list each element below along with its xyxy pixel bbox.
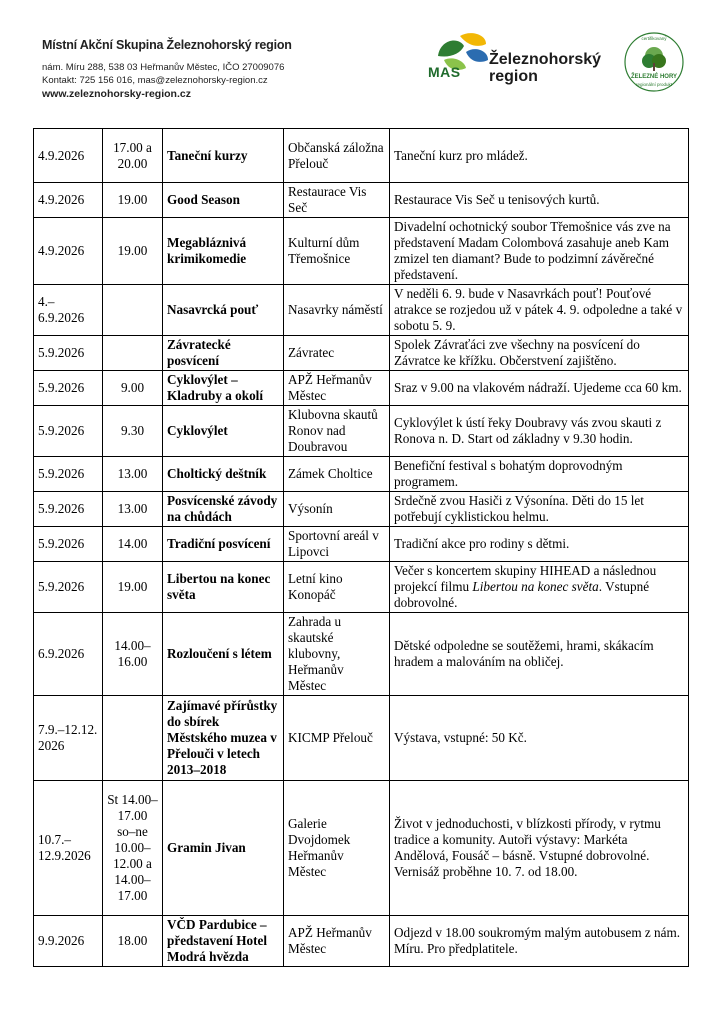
logo-title-line2: region [489, 68, 538, 85]
event-time: 13.00 [103, 457, 163, 492]
event-time: 19.00 [103, 562, 163, 613]
desc-part: Večer s koncertem skupiny HIHEAD a následnou projekcí filmu [394, 563, 657, 594]
org-name: Místní Akční Skupina Železnohorský region [42, 38, 292, 52]
event-time: 13.00 [103, 492, 163, 527]
seal-top-text: certifikovaný [641, 36, 667, 41]
event-place: Zámek Choltice [284, 457, 390, 492]
event-time [103, 696, 163, 781]
event-time: 14.00 [103, 527, 163, 562]
event-date: 5.9.2026 [34, 406, 103, 457]
event-date: 5.9.2026 [34, 492, 103, 527]
logo-title [489, 51, 601, 85]
event-name: Cyklovýlet – Kladruby a okolí [163, 371, 284, 406]
event-place: Galerie Dvojdomek Heřmanův Městec [284, 781, 390, 916]
event-description: Výstava, vstupné: 50 Kč. [390, 696, 689, 781]
table-row [34, 613, 689, 696]
table-row [34, 336, 689, 371]
table-row [34, 371, 689, 406]
event-description: Spolek Závraťáci zve všechny na posvícení do Závratce ke křížku. Občerstvení zajištěno. [390, 336, 689, 371]
event-name: Taneční kurzy [163, 129, 284, 183]
org-website[interactable]: www.zeleznohorsky-region.cz [42, 88, 191, 100]
table-row [34, 492, 689, 527]
event-date: 5.9.2026 [34, 562, 103, 613]
desc-part: . Vstupné dobrovolné. [394, 579, 650, 610]
event-time [103, 336, 163, 371]
event-name: Choltický deštník [163, 457, 284, 492]
event-name: Megabláznivá krimikomedie [163, 218, 284, 285]
event-date: 6.9.2026 [34, 613, 103, 696]
org-contact: Kontakt: 725 156 016, mas@zeleznohorsky-region.cz [42, 75, 268, 86]
seal-text: ŽELEZNÉ HORY [630, 74, 678, 80]
regional-product-seal-icon [623, 31, 685, 93]
logo-title-line1: Železnohorský [489, 51, 602, 68]
event-place: Restaurace Vis Seč [284, 183, 390, 218]
event-time: 14.00–16.00 [103, 613, 163, 696]
event-name: Posvícenské závody na chůdách [163, 492, 284, 527]
event-description: Tradiční akce pro rodiny s dětmi. [390, 527, 689, 562]
event-description: V neděli 6. 9. bude v Nasavrkách pouť! Pouťové atrakce se rozjedou už v pátek 4. 9. odpoledne a také v sobotu 5. 9. [390, 285, 689, 336]
event-date: 5.9.2026 [34, 336, 103, 371]
event-name: Tradiční posvícení [163, 527, 284, 562]
event-name: Rozloučení s létem [163, 613, 284, 696]
event-name: Libertou na konec světa [163, 562, 284, 613]
event-date: 5.9.2026 [34, 371, 103, 406]
event-date: 5.9.2026 [34, 527, 103, 562]
event-date: 9.9.2026 [34, 916, 103, 967]
event-place: Výsonín [284, 492, 390, 527]
table-row [34, 562, 689, 613]
seal-sub-text: regionální produkt [635, 82, 673, 87]
event-description: Život v jednoduchosti, v blízkosti přírody, v rytmu tradice a komunity. Autoři výstavy: Markéta Andělová, Fousáč – básně. Vstupné dobrovolné. Vernisáž proběhne 10. 7. od 18.00. [390, 781, 689, 916]
event-place: APŽ Heřmanův Městec [284, 916, 390, 967]
event-time: 19.00 [103, 183, 163, 218]
table-row [34, 457, 689, 492]
events-table [33, 128, 689, 967]
table-row [34, 527, 689, 562]
event-date: 7.9.–12.12. 2026 [34, 696, 103, 781]
event-place: Závratec [284, 336, 390, 371]
event-place: Sportovní areál v Lipovci [284, 527, 390, 562]
event-date: 5.9.2026 [34, 457, 103, 492]
event-description: Cyklovýlet k ústí řeky Doubravy vás zvou skauti z Ronova n. D. Start od základny v 9.30 hodin. [390, 406, 689, 457]
event-description: Benefiční festival s bohatým doprovodným programem. [390, 457, 689, 492]
mas-label: MAS [428, 64, 461, 80]
event-place: APŽ Heřmanův Městec [284, 371, 390, 406]
event-description: Dětské odpoledne se soutěžemi, hrami, skákacím hradem a malováním na obličej. [390, 613, 689, 696]
event-date: 4.9.2026 [34, 218, 103, 285]
event-name: VČD Pardubice – představení Hotel Modrá hvězda [163, 916, 284, 967]
event-name: Zajímavé přírůstky do sbírek Městského muzea v Přelouči v letech 2013–2018 [163, 696, 284, 781]
table-row [34, 129, 689, 183]
event-place: KICMP Přelouč [284, 696, 390, 781]
org-address: nám. Míru 288, 538 03 Heřmanův Městec, IČO 27009076 [42, 62, 285, 73]
event-description: Taneční kurz pro mládež. [390, 129, 689, 183]
event-name: Nasavrcká pouť [163, 285, 284, 336]
event-time: 18.00 [103, 916, 163, 967]
event-date: 4.–6.9.2026 [34, 285, 103, 336]
event-place: Letní kino Konopáč [284, 562, 390, 613]
table-row [34, 916, 689, 967]
event-description [390, 562, 689, 613]
event-time: 9.30 [103, 406, 163, 457]
letterhead [42, 38, 462, 101]
event-time [103, 285, 163, 336]
event-time: 9.00 [103, 371, 163, 406]
event-time: St 14.00–17.00 so–ne 10.00–12.00 a 14.00–17.00 [103, 781, 163, 916]
event-date: 10.7.–12.9.2026 [34, 781, 103, 916]
event-description: Odjezd v 18.00 soukromým malým autobusem z nám. Míru. Pro předplatitele. [390, 916, 689, 967]
event-time: 17.00 a 20.00 [103, 129, 163, 183]
event-place: Občanská záložna Přelouč [284, 129, 390, 183]
event-description: Restaurace Vis Seč u tenisových kurtů. [390, 183, 689, 218]
event-description: Srdečně zvou Hasiči z Výsonína. Děti do 15 let potřebují cyklistickou helmu. [390, 492, 689, 527]
event-place: Nasavrky náměstí [284, 285, 390, 336]
event-name: Good Season [163, 183, 284, 218]
event-date: 4.9.2026 [34, 183, 103, 218]
event-name: Gramin Jivan [163, 781, 284, 916]
table-row [34, 285, 689, 336]
film-title: Libertou na konec světa [472, 579, 599, 594]
event-place: Klubovna skautů Ronov nad Doubravou [284, 406, 390, 457]
table-row [34, 781, 689, 916]
event-name: Závratecké posvícení [163, 336, 284, 371]
event-name: Cyklovýlet [163, 406, 284, 457]
table-row [34, 183, 689, 218]
event-place: Zahrada u skautské klubovny, Heřmanův Městec [284, 613, 390, 696]
table-row [34, 218, 689, 285]
event-description: Sraz v 9.00 na vlakovém nádraží. Ujedeme cca 60 km. [390, 371, 689, 406]
event-date: 4.9.2026 [34, 129, 103, 183]
event-place: Kulturní dům Třemošnice [284, 218, 390, 285]
table-row [34, 696, 689, 781]
event-time: 19.00 [103, 218, 163, 285]
event-description: Divadelní ochotnický soubor Třemošnice vás zve na představení Madam Colombová zasahuje aneb Kam zmizel ten diamant? Bude to podzimní závěrečné představení. [390, 218, 689, 285]
table-row [34, 406, 689, 457]
